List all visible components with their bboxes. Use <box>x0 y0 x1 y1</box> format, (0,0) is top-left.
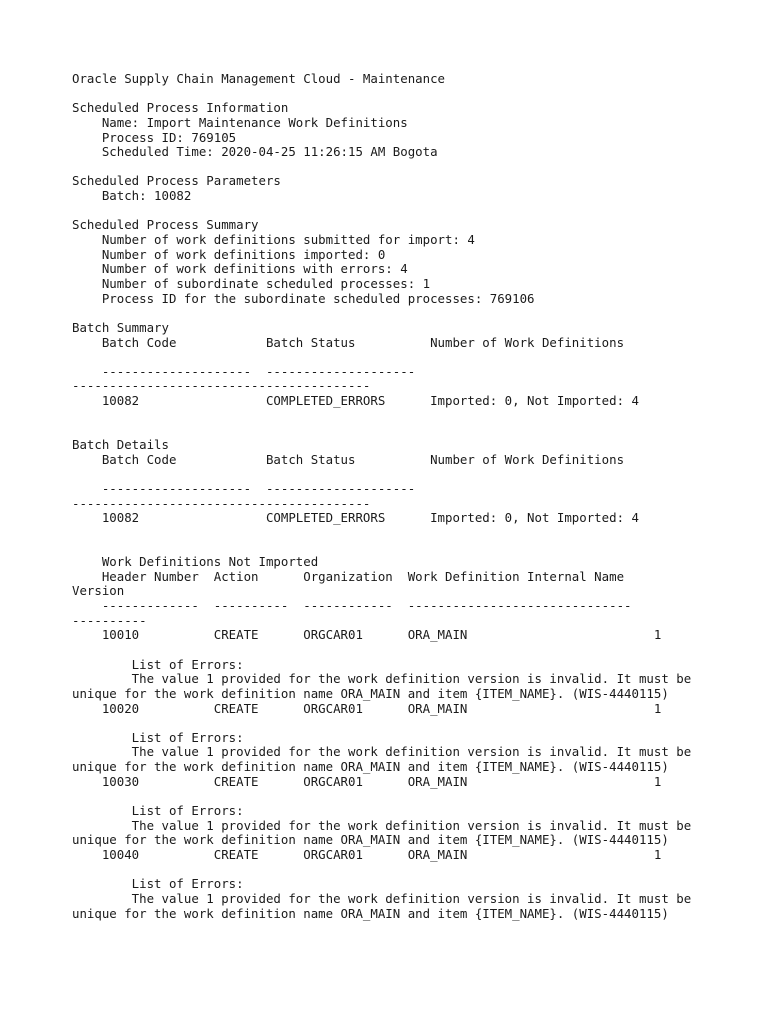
report-line: Version <box>72 583 125 599</box>
separator-line: ------------- ---------- ------------ ------------------------------ <box>72 598 632 614</box>
report-line: Batch: 10082 <box>72 188 192 204</box>
blank-line <box>72 160 691 175</box>
blank-line <box>72 789 691 804</box>
separator-line: ---------------------------------------- <box>72 495 371 511</box>
report-title: Oracle Supply Chain Management Cloud - Maintenance <box>72 71 445 86</box>
blank-line <box>72 350 691 365</box>
blank-line <box>72 306 691 321</box>
error-message-line: The value 1 provided for the work definition version is invalid. It must be <box>72 744 692 760</box>
report-line: Number of work definitions with errors: 4 <box>72 261 408 277</box>
error-message-line: unique for the work definition name ORA_MAIN and item {ITEM_NAME}. (WIS-4440115) <box>72 832 669 848</box>
work-definition-row: 10010 CREATE ORGCAR01 ORA_MAIN 1 <box>72 627 662 643</box>
error-list-heading: List of Errors: <box>72 729 244 745</box>
blank-line <box>72 643 691 658</box>
blank-line <box>72 541 691 556</box>
error-message-line: unique for the work definition name ORA_MAIN and item {ITEM_NAME}. (WIS-4440115) <box>72 905 669 921</box>
separator-line: -------------------- -------------------- <box>72 480 416 496</box>
report-line: Name: Import Maintenance Work Definitions <box>72 114 408 130</box>
blank-line <box>72 423 691 438</box>
section-heading-batch-summary: Batch Summary <box>72 319 169 335</box>
report-line: Number of work definitions imported: 0 <box>72 246 386 262</box>
report-line: Batch Code Batch Status Number of Work Definitions <box>72 334 625 350</box>
error-message-line: The value 1 provided for the work definition version is invalid. It must be <box>72 890 692 906</box>
report-line: Process ID for the subordinate scheduled processes: 769106 <box>72 290 535 306</box>
batch-row: 10082 COMPLETED_ERRORS Imported: 0, Not Imported: 4 <box>72 393 639 409</box>
section-heading-batch-details: Batch Details <box>72 437 169 453</box>
error-message-line: The value 1 provided for the work definition version is invalid. It must be <box>72 817 692 833</box>
blank-line <box>72 204 691 219</box>
error-list-heading: List of Errors: <box>72 656 244 672</box>
report-line: Number of work definitions submitted for import: 4 <box>72 232 475 248</box>
error-list-heading: List of Errors: <box>72 803 244 819</box>
blank-line <box>72 863 691 878</box>
section-heading-process-summary: Scheduled Process Summary <box>72 217 259 233</box>
report-line: Process ID: 769105 <box>72 129 237 145</box>
blank-line <box>72 526 691 541</box>
work-definition-row: 10040 CREATE ORGCAR01 ORA_MAIN 1 <box>72 846 662 862</box>
blank-line <box>72 467 691 482</box>
batch-row: 10082 COMPLETED_ERRORS Imported: 0, Not Imported: 4 <box>72 510 639 526</box>
error-list-heading: List of Errors: <box>72 876 244 892</box>
blank-line <box>72 716 691 731</box>
work-definition-row: 10030 CREATE ORGCAR01 ORA_MAIN 1 <box>72 773 662 789</box>
separator-line: ---------------------------------------- <box>72 378 371 394</box>
error-message-line: unique for the work definition name ORA_MAIN and item {ITEM_NAME}. (WIS-4440115) <box>72 759 669 775</box>
report-line: Number of subordinate scheduled processes: 1 <box>72 275 431 291</box>
report-line: Header Number Action Organization Work Definition Internal Name <box>72 568 625 584</box>
section-heading-process-parameters: Scheduled Process Parameters <box>72 173 281 189</box>
blank-line <box>72 409 691 424</box>
error-message-line: unique for the work definition name ORA_MAIN and item {ITEM_NAME}. (WIS-4440115) <box>72 685 669 701</box>
separator-line: -------------------- -------------------- <box>72 363 416 379</box>
separator-line: ---------- <box>72 612 147 628</box>
error-message-line: The value 1 provided for the work definition version is invalid. It must be <box>72 671 692 687</box>
report-line: Scheduled Time: 2020-04-25 11:26:15 AM Bogota <box>72 144 438 160</box>
work-definition-row: 10020 CREATE ORGCAR01 ORA_MAIN 1 <box>72 700 662 716</box>
report-text-body <box>72 72 691 921</box>
report-line: Batch Code Batch Status Number of Work Definitions <box>72 451 625 467</box>
section-heading-process-information: Scheduled Process Information <box>72 100 289 116</box>
section-heading-not-imported: Work Definitions Not Imported <box>72 554 319 570</box>
blank-line <box>72 87 691 102</box>
